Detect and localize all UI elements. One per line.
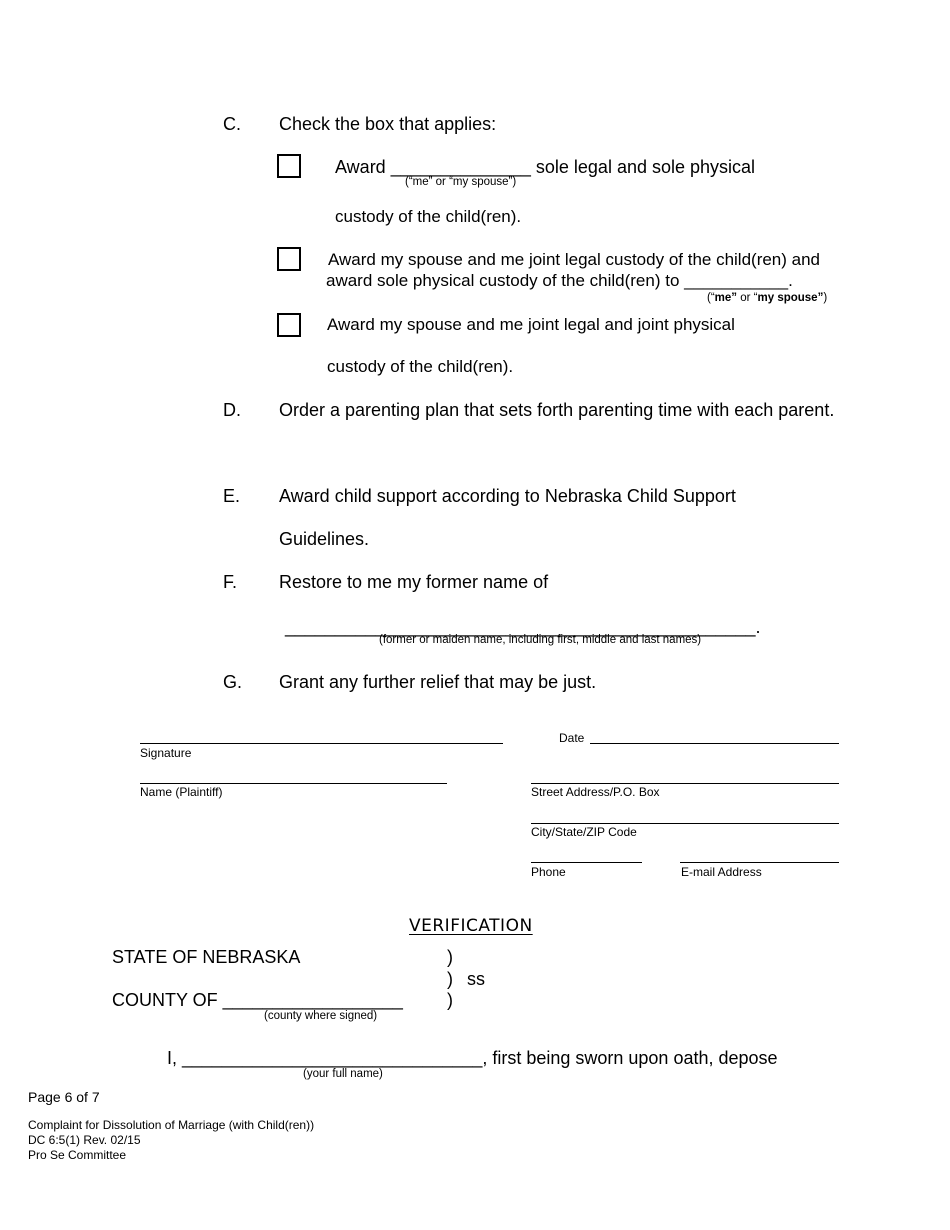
name-line[interactable] bbox=[140, 783, 447, 784]
option1-blank[interactable]: ______________ bbox=[390, 157, 531, 177]
section-e-line1: Award child support according to Nebraska Child Support bbox=[279, 486, 736, 506]
footer-form-title: Complaint for Dissolution of Marriage (with Child(ren)) bbox=[28, 1118, 315, 1132]
full-name-hint: (your full name) bbox=[303, 1068, 383, 1080]
signature-line[interactable] bbox=[140, 743, 503, 744]
date-line[interactable] bbox=[590, 743, 839, 744]
section-d-text: Order a parenting plan that sets forth parenting time with each parent. bbox=[279, 400, 835, 420]
street-line[interactable] bbox=[531, 783, 839, 784]
full-name-blank[interactable]: ______________________________ bbox=[182, 1048, 483, 1068]
option2-line1: Award my spouse and me joint legal custody of the child(ren) and bbox=[328, 250, 821, 269]
section-f-text: Restore to me my former name of bbox=[279, 572, 549, 592]
paren-2: ) bbox=[447, 969, 453, 989]
footer-form-number: DC 6:5(1) Rev. 02/15 bbox=[28, 1133, 141, 1147]
option3-line2: custody of the child(ren). bbox=[327, 357, 514, 376]
option2-hint: (“me” or “my spouse”) bbox=[707, 292, 828, 304]
option-joint-legal-checkbox[interactable] bbox=[277, 247, 301, 271]
footer-committee: Pro Se Committee bbox=[28, 1148, 127, 1162]
signature-label: Signature bbox=[140, 746, 192, 760]
oath-line bbox=[167, 1047, 778, 1069]
former-name-blank[interactable]: _______________________________________________. bbox=[285, 617, 761, 637]
option3-line1: Award my spouse and me joint legal and joint physical bbox=[327, 315, 735, 334]
section-f-letter: F. bbox=[223, 572, 238, 592]
section-c-heading: Check the box that applies: bbox=[279, 114, 497, 134]
oath-rest: , first being sworn upon oath, depose bbox=[482, 1048, 778, 1068]
city-label: City/State/ZIP Code bbox=[531, 825, 637, 839]
section-d-letter: D. bbox=[223, 400, 241, 420]
option-joint-physical-checkbox[interactable] bbox=[277, 313, 301, 337]
phone-line[interactable] bbox=[531, 862, 642, 863]
city-line[interactable] bbox=[531, 823, 839, 824]
page-number: Page 6 of 7 bbox=[28, 1089, 100, 1105]
paren-3: ) bbox=[447, 990, 453, 1010]
phone-label: Phone bbox=[531, 865, 566, 879]
email-label: E-mail Address bbox=[681, 865, 762, 879]
verification-title: VERIFICATION bbox=[409, 916, 533, 936]
section-c-letter: C. bbox=[223, 114, 241, 134]
state-label: STATE OF NEBRASKA bbox=[112, 947, 301, 967]
oath-i: I, bbox=[167, 1048, 183, 1068]
section-g-text: Grant any further relief that may be just. bbox=[279, 672, 597, 692]
option1-post: sole legal and sole physical bbox=[535, 157, 756, 177]
paren-1: ) bbox=[447, 947, 453, 967]
option1-text bbox=[335, 156, 755, 178]
ss-label: ss bbox=[467, 969, 485, 989]
county-hint: (county where signed) bbox=[264, 1010, 378, 1022]
section-g-letter: G. bbox=[223, 672, 243, 692]
option-sole-custody-checkbox[interactable] bbox=[277, 154, 301, 178]
email-line[interactable] bbox=[680, 862, 839, 863]
section-e-letter: E. bbox=[223, 486, 241, 506]
section-e-line2: Guidelines. bbox=[279, 529, 370, 549]
former-name-hint: (former or maiden name, including first, middle and last names) bbox=[379, 634, 702, 646]
name-label: Name (Plaintiff) bbox=[140, 785, 223, 799]
county-label[interactable]: COUNTY OF __________________ bbox=[112, 990, 403, 1010]
option2-line2: award sole physical custody of the child(ren) to ___________. bbox=[326, 271, 793, 290]
date-label: Date bbox=[559, 731, 585, 745]
option1-pre: Award bbox=[335, 157, 386, 177]
option1-hint: (“me” or “my spouse”) bbox=[405, 176, 517, 188]
street-label: Street Address/P.O. Box bbox=[531, 785, 660, 799]
option1-line2: custody of the child(ren). bbox=[335, 207, 522, 226]
